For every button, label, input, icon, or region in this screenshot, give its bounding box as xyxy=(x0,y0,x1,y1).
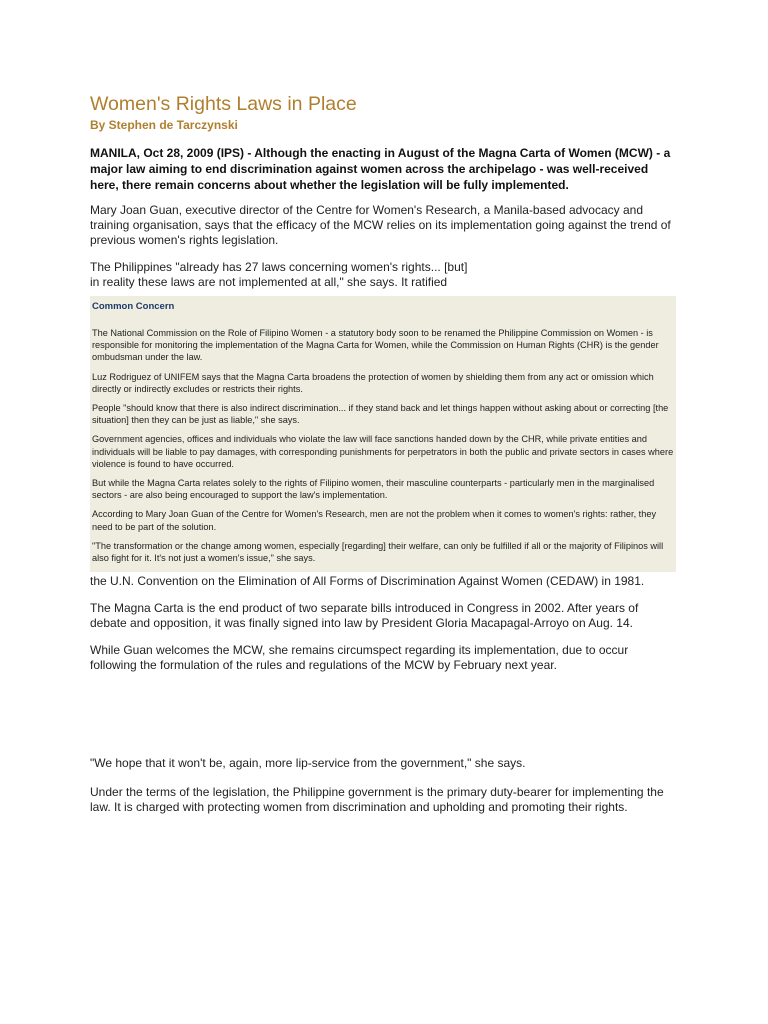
paragraph-2-line-1: The Philippines "already has 27 laws concerning women's rights... [but] xyxy=(90,260,468,274)
paragraph-3: the U.N. Convention on the Elimination of All Forms of Discrimination Against Women (CEDAW) in 1981. xyxy=(90,574,645,589)
article-lede-text: - Although the enacting in August of the Magna Carta of Women (MCW) - a major law aiming to end discrimination against women across the archipelago - was well-received here, there remain concerns about whether the legislation will be fully implemented. xyxy=(90,146,671,192)
article xyxy=(90,92,676,815)
sidebar-paragraph: "The transformation or the change among women, especially [regarding] their welfare, can only be fulfilled if all or the majority of Filipinos will also fight for it. It's not just a women's issue," she says. xyxy=(92,540,664,564)
paragraph-6: "We hope that it won't be, again, more lip-service from the government," she says. xyxy=(90,756,526,771)
article-dateline: MANILA, Oct 28, 2009 (IPS) xyxy=(90,146,245,160)
paragraph-2 xyxy=(90,260,676,290)
sidebar-paragraph: Luz Rodriguez of UNIFEM says that the Magna Carta broadens the protection of women by shielding them from any act or omission which directly or indirectly excludes or restricts their rights. xyxy=(92,371,654,394)
paragraph-4: The Magna Carta is the end product of two separate bills introduced in Congress in 2002. After years of debate and opposition, it was finally signed into law by President Gloria Macapagal-Arroyo on Aug. 14. xyxy=(90,601,639,631)
sidebar-title: Common Concern xyxy=(92,301,175,312)
sidebar-paragraph: People "should know that there is also indirect discrimination... if they stand back and let things happen without asking about or correcting [the situation] then they can be just as liable," she says. xyxy=(92,403,669,426)
article-title: Women's Rights Laws in Place xyxy=(90,93,357,115)
sidebar-paragraph: Government agencies, offices and individuals who violate the law will face sanctions handed down by the CHR, while private entities and individuals will be liable to pay damages, with corresponding punishments for perpetrators in both the public and private sectors in cases where violence is found to have occurred. xyxy=(92,434,674,469)
article-byline: By Stephen de Tarczynski xyxy=(90,118,238,132)
sidebar-paragraph: According to Mary Joan Guan of the Centre for Women's Research, men are not the problem when it comes to women's rights: rather, they need to be part of the solution. xyxy=(92,509,657,532)
paragraph-7: Under the terms of the legislation, the Philippine government is the primary duty-bearer for implementing the law. It is charged with protecting women from discrimination and upholding and promoting their rights. xyxy=(90,785,664,815)
sidebar-paragraph: The National Commission on the Role of Filipino Women - a statutory body soon to be renamed the Philippine Commission on Women - is responsible for monitoring the implementation of the Magna Carta for Women, while the Commission on Human Rights (CHR) is the gender ombudsman under the law. xyxy=(92,328,659,363)
paragraph-2-line-2: in reality these laws are not implemented at all," she says. It ratified xyxy=(90,275,448,289)
article-lede xyxy=(90,145,676,193)
paragraph-5: While Guan welcomes the MCW, she remains circumspect regarding its implementation, due to occur following the formulation of the rules and regulations of the MCW by February next year. xyxy=(90,643,629,673)
paragraph-1: Mary Joan Guan, executive director of the Centre for Women's Research, a Manila-based advocacy and training organisation, says that the efficacy of the MCW relies on its implementation going against the trend of previous women's rights legislation. xyxy=(90,203,671,247)
sidebar-paragraph: But while the Magna Carta relates solely to the rights of Filipino women, their masculine counterparts - particularly men in the marginalised sectors - are also being encouraged to support the law's implementation. xyxy=(92,478,655,501)
sidebar-box xyxy=(90,296,676,572)
